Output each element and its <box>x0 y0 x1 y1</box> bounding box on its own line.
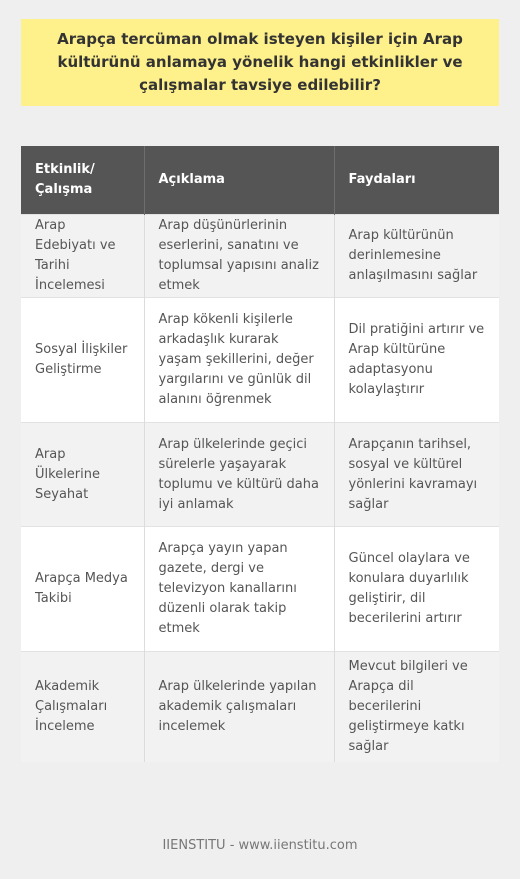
cell-description: Arapça yayın yapan gazete, dergi ve televizyon kanallarını düzenli olarak takip etmek <box>144 527 334 652</box>
header-description: Açıklama <box>144 146 334 215</box>
table-row <box>21 527 499 652</box>
cell-benefits: Arapçanın tarihsel, sosyal ve kültürel yönlerini kavramayı sağlar <box>334 423 499 527</box>
cell-activity: Arapça Medya Takibi <box>21 527 144 652</box>
cell-description: Arap kökenli kişilerle arkadaşlık kurarak yaşam şekillerini, değer yargılarını ve günlük dil alanını öğrenmek <box>144 298 334 423</box>
cell-description: Arap ülkelerinde geçici sürelerle yaşayarak toplumu ve kültürü daha iyi anlamak <box>144 423 334 527</box>
title-banner <box>21 19 499 106</box>
cell-activity: Akademik Çalışmaları İnceleme <box>21 652 144 763</box>
activities-table <box>21 146 499 762</box>
cell-activity: Arap Ülkelerine Seyahat <box>21 423 144 527</box>
cell-description: Arap ülkelerinde yapılan akademik çalışmaları incelemek <box>144 652 334 763</box>
page-title: Arapça tercüman olmak isteyen kişiler için Arap kültürünü anlamaya yönelik hangi etkinlikler ve çalışmalar tavsiye edilebilir? <box>57 30 463 94</box>
cell-benefits: Güncel olaylara ve konulara duyarlılık geliştirir, dil becerilerini artırır <box>334 527 499 652</box>
cell-benefits: Mevcut bilgileri ve Arapça dil becerilerini geliştirmeye katkı sağlar <box>334 652 499 763</box>
table-row <box>21 652 499 763</box>
header-benefits: Faydaları <box>334 146 499 215</box>
cell-description: Arap düşünürlerinin eserlerini, sanatını ve toplumsal yapısını analiz etmek <box>144 215 334 298</box>
table-header-row <box>21 146 499 215</box>
cell-benefits: Arap kültürünün derinlemesine anlaşılmasını sağlar <box>334 215 499 298</box>
table-row <box>21 298 499 423</box>
header-activity: Etkinlik/ Çalışma <box>21 146 144 215</box>
cell-activity: Sosyal İlişkiler Geliştirme <box>21 298 144 423</box>
cell-activity: Arap Edebiyatı ve Tarihi İncelemesi <box>21 215 144 298</box>
footer-credit: IIENSTITU - www.iienstitu.com <box>162 838 358 853</box>
table-row <box>21 423 499 527</box>
table-row <box>21 215 499 298</box>
cell-benefits: Dil pratiğini artırır ve Arap kültürüne adaptasyonu kolaylaştırır <box>334 298 499 423</box>
